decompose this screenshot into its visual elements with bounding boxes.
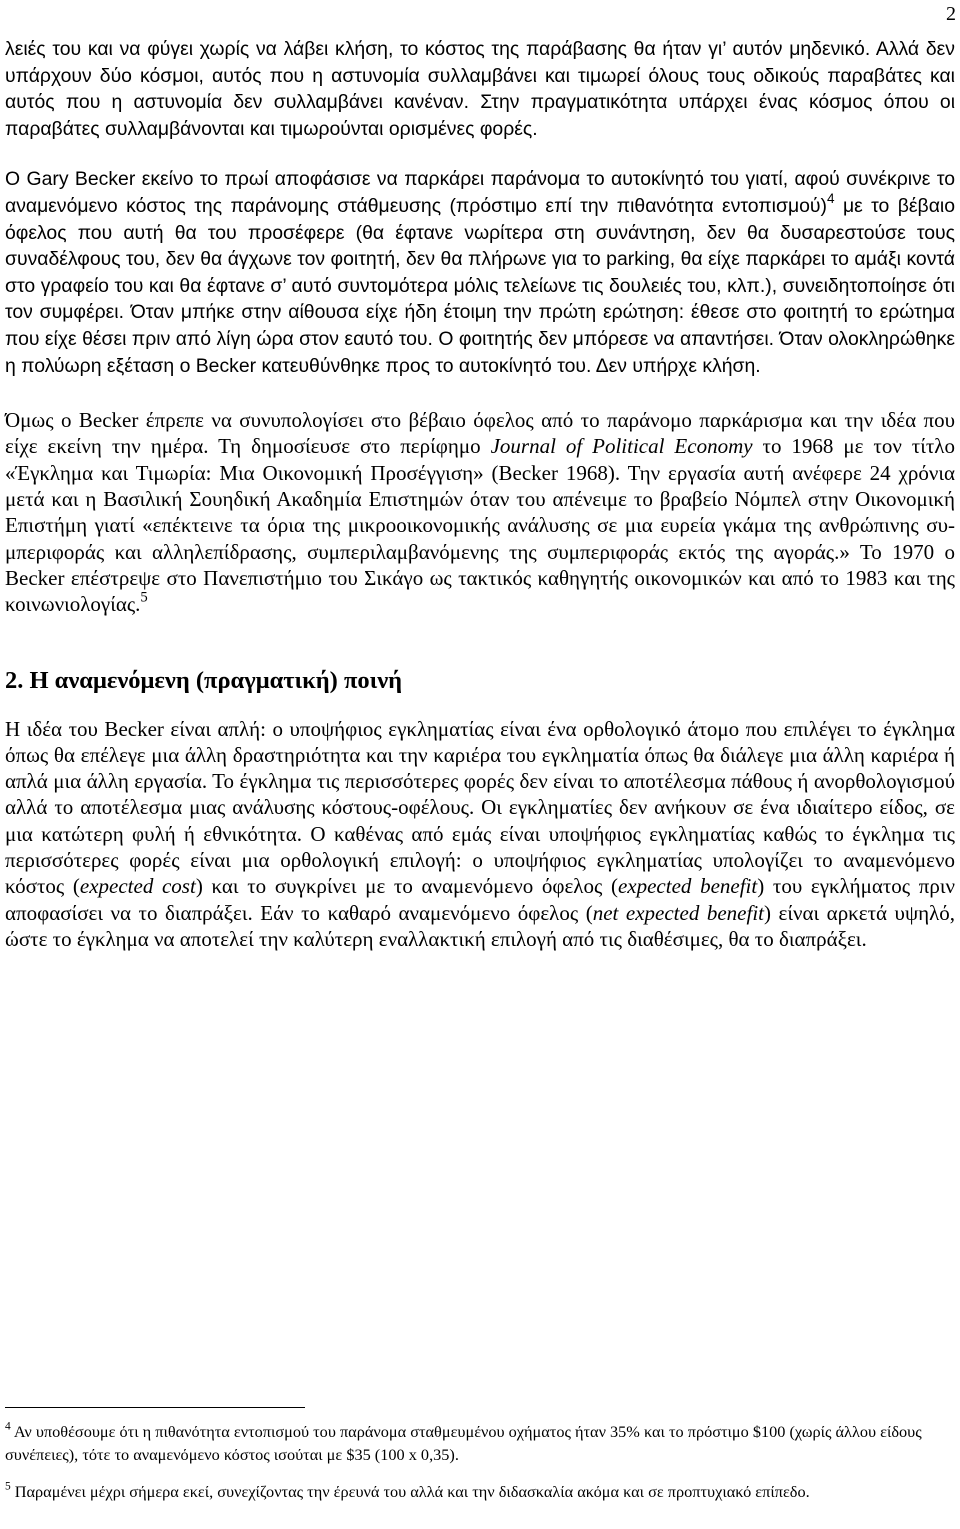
paragraph-4-text-d: ) είναι αρκετά υψηλό, ώστε το έγκλημα να αποτελεί την καλύτερη εναλλακτική επιλογή από τις διαθέσιμες, θα το διαπράξει. [5, 900, 955, 951]
paragraph-3 [5, 407, 955, 617]
paragraph-4-text-c: ) του εγκλήματος πριν αποφασίσει να το διαπράξει. Εάν το καθαρό αναμενόμενο όφελος ( [5, 874, 955, 925]
footnote-4 [5, 1420, 955, 1466]
paragraph-3-text-a: Όμως ο Becker έπρεπε να συνυπολογίσει στο βέβαιο όφελος από το παράνομο παρκάρισμα και την ιδέα που είχε εκείνη την ημέρα. Τη δημοσίευσε στο περίφημο [5, 408, 955, 459]
paragraph-4 [5, 716, 955, 953]
paragraph-4-text-b: ) και το συγκρίνει με το αναμενόμενο όφελος ( [195, 874, 618, 899]
section-heading: 2. Η αναμενόμενη (πραγματική) ποινή [5, 666, 403, 694]
footnote-number: 4 [5, 1420, 11, 1433]
footnote-number: 5 [5, 1480, 11, 1493]
paragraph-1: λειές του και να φύγει χωρίς να λάβει κλήση, το κόστος της παράβασης θα ήταν γι’ αυτόν μηδενικό. Αλλά δεν υπάρχουν δύο κόσμοι, αυτός που η αστυνομία συλλαμβάνει και τιμωρεί όλους τους οδικούς παραβάτες και αυτός που η αστυνομία δεν συλλαμβάνει κανέναν. Στην πραγματικότητα υπάρχει ένας κόσμος όπου οι παραβάτες συλλαμβάνονται και τιμωρούνται ορισμένες φορές. [5, 38, 955, 140]
footnote-ref-5[interactable]: 5 [140, 589, 148, 606]
paragraph-4-text-a: Η ιδέα του Becker είναι απλή: ο υποψήφιος εγκληματίας είναι ένα ορθολογικό άτομο που επιλέγει το έγκλημα όπως θα επέλεγε μια άλλη δραστηριότητα και την καριέρα του εγκληματία όπως θα διάλεγε μια άλλη καριέρα ή απλά μια άλλη εργασία. Το έγκλημα τις περισσότερες φορές δεν είναι το αποτέλεσμα πάθους ή ανορθολογισμού αλλά το αποτέλεσμα μιας ανάλυσης κόστους-οφέλους. Οι εγκληματίες δεν ανήκουν σε ένα ιδιαίτερο είδος, σε μια κατώτερη φυλή ή εθνικότητα. Ο καθένας από εμάς είναι υποψήφιος εγκληματίας καθώς το έγκλημα τις περισσότερες φορές είναι μια ορθολογική επιλογή: ο υποψήφιος εγκληματίας υπολογίζει το αναμενόμενο κόστος ( [5, 716, 955, 899]
footnote-text: Παραμένει μέχρι σήμερα εκεί, συνεχίζοντας την έρευνά του αλλά και την διδασκαλία ακόμα και σε προπτυχιακό επίπεδο. [10, 1482, 810, 1501]
paragraph-2 [5, 166, 955, 379]
footnotes [5, 1407, 955, 1517]
page-number: 2 [946, 3, 956, 25]
paragraph-3-text-b: το 1968 με τον τίτλο «Έγκλημα και Τιμωρία: Μια Οικονομική Προσέγγιση» (Becker 1968). Την εργασία αυτή ανέφερε 24 χρόνια μετά και η Βασιλική Σουηδική Ακαδημία Επιστημών όταν του απένειμε το βραβείο Νόμπελ στην Οικονομική Επιστήμη γιατί «επέκτεινε τα όρια της μικροοικονομικής ανάλυσης σε μια ευρεία γκάμα της ανθρώπινης συμπεριφοράς και αλληλεπίδρασης, συμπεριλαμβανόμενης της συμπεριφοράς εκτός της αγοράς.» Το 1970 ο Becker επέστρεψε στο Πανεπιστήμιο του Σικάγο ως τακτικός καθηγητής οικονομικών και από το 1983 και της κοινωνιολογίας. [5, 434, 955, 617]
document-body [5, 36, 955, 952]
paragraph-2-text-b: με το βέβαιο όφελος που αυτή θα του προσέφερε (θα έφτανε νωρίτερα στη συνάντηση, δεν θα δυσαρεστούσε τους συναδέλφους του, δεν θα άγχωνε τον φοιτητή, δεν θα πλήρωνε για το parking, θα είχε παρκάρει το αμάξι κοντά στο γραφείο του και θα έφτανε σ’ αυτό συντομότερα μόλις τελείωνε τις δουλειές του, κλπ.), συνειδητοποίησε ότι τον συμφέρει. Όταν μπήκε στην αίθουσα είχε ήδη έτοιμη την πρώτη ερώτηση: έθεσε στο φοιτητή το ερώτημα που είχε θέσει πριν από λίγη ώρα στον εαυτό του. Ο φοιτητής δεν μπόρεσε να απαντήσει. Όταν ολοκληρώθηκε η πολύωρη εξέταση ο Becker κατευθύνθηκε προς το αυτοκίνητό του. Δεν υπήρχε κλήση. [5, 194, 956, 377]
term-expected-benefit: expected benefit [617, 874, 758, 899]
footnote-separator [5, 1407, 305, 1408]
journal-title: Journal of Political Economy [490, 434, 753, 459]
footnote-ref-4[interactable]: 4 [826, 191, 835, 207]
footnote-text: Αν υποθέσουμε ότι η πιθανότητα εντοπισμού του παράνομα σταθμευμένου οχήματος ήταν 35% και το πρόστιμο $100 (χωρίς άλλου είδους συνέπειες), τότε το αναμενόμενο κόστος ισούται με $35 (100 x 0,35). [5, 1422, 922, 1464]
paragraph-2-text-a: Ο Gary Becker εκείνο το πρωί αποφάσισε να παρκάρει παράνομα το αυτοκίνητό του γιατί, αφού συνέκρινε το αναμενόμενο κόστος της παράνομης στάθμευσης (πρόστιμο επί την πιθανότητα εντοπισμού) [5, 168, 955, 217]
term-net-expected-benefit: net expected benefit [592, 900, 765, 925]
footnote-5 [5, 1480, 955, 1503]
term-expected-cost: expected cost [79, 874, 196, 899]
